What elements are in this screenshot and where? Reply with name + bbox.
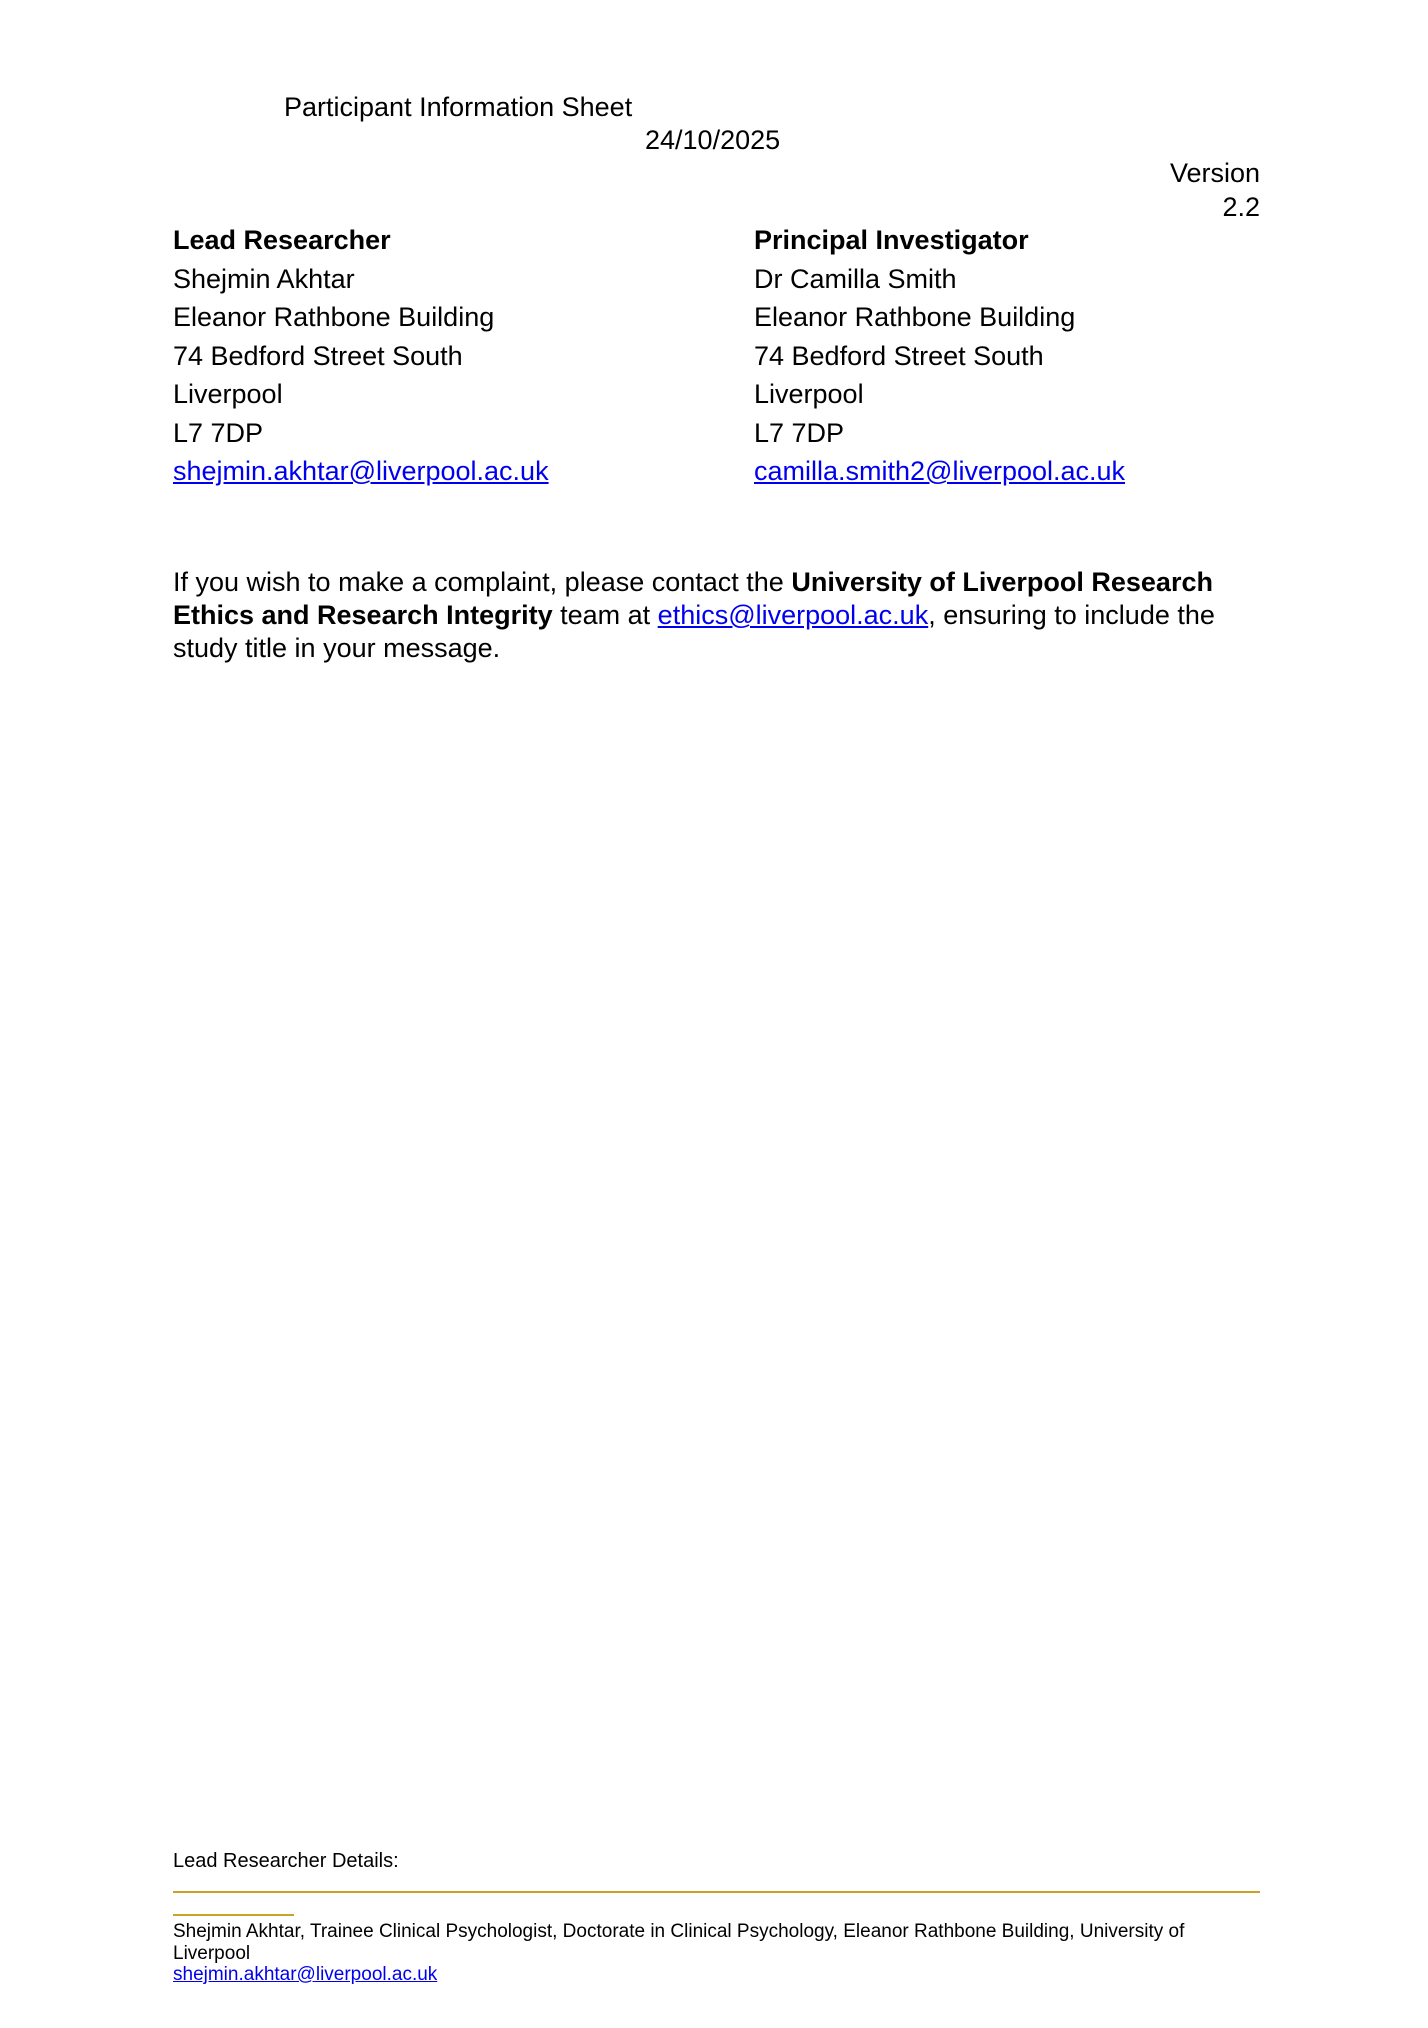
lead-researcher-building: Eleanor Rathbone Building xyxy=(173,302,495,332)
lead-researcher-name: Shejmin Akhtar xyxy=(173,263,355,294)
lead-researcher-street: 74 Bedford Street South xyxy=(173,340,463,371)
footer-label: Lead Researcher Details: xyxy=(173,1850,399,1872)
lead-researcher-email-link[interactable]: shejmin.akhtar@liverpool.ac.uk xyxy=(173,456,549,486)
lead-researcher-city: Liverpool xyxy=(173,379,283,409)
document-date: 24/10/2025 xyxy=(645,125,781,155)
version-label: Version xyxy=(1169,158,1260,188)
principal-investigator-street: 74 Bedford Street South xyxy=(754,340,1044,371)
footer-email-link[interactable]: shejmin.akhtar@liverpool.ac.uk xyxy=(173,1964,438,1985)
lead-researcher-block xyxy=(173,221,549,491)
principal-investigator-name: Dr Camilla Smith xyxy=(754,263,957,294)
footer-short-rule xyxy=(173,1914,294,1916)
complaint-paragraph xyxy=(173,566,1263,665)
footer-details-block xyxy=(173,1921,1233,1986)
principal-investigator-city: Liverpool xyxy=(754,379,864,409)
complaint-text: If you wish to make a complaint, please contact the xyxy=(173,567,792,597)
complaint-text: team at xyxy=(552,600,658,630)
document-title: Participant Information Sheet xyxy=(284,92,633,122)
principal-investigator-postcode: L7 7DP xyxy=(754,417,845,448)
version-number: 2.2 xyxy=(1222,192,1260,222)
ethics-email-link[interactable]: ethics@liverpool.ac.uk xyxy=(657,600,929,630)
principal-investigator-block xyxy=(754,221,1125,491)
lead-researcher-heading: Lead Researcher xyxy=(173,225,391,255)
complaint-team-name: University of Liverpool Research Ethics and Research Integrity xyxy=(173,567,1213,630)
complaint-text: , ensuring to include the study title in your message. xyxy=(173,600,1215,663)
principal-investigator-heading: Principal Investigator xyxy=(754,225,1029,255)
principal-investigator-building: Eleanor Rathbone Building xyxy=(754,302,1076,332)
lead-researcher-postcode: L7 7DP xyxy=(173,417,264,448)
footer-rule xyxy=(173,1891,1260,1893)
footer-details: Shejmin Akhtar, Trainee Clinical Psychologist, Doctorate in Clinical Psychology, Eleanor Rathbone Building, University of Liverpool xyxy=(173,1921,1185,1964)
principal-investigator-email-link[interactable]: camilla.smith2@liverpool.ac.uk xyxy=(754,456,1126,486)
